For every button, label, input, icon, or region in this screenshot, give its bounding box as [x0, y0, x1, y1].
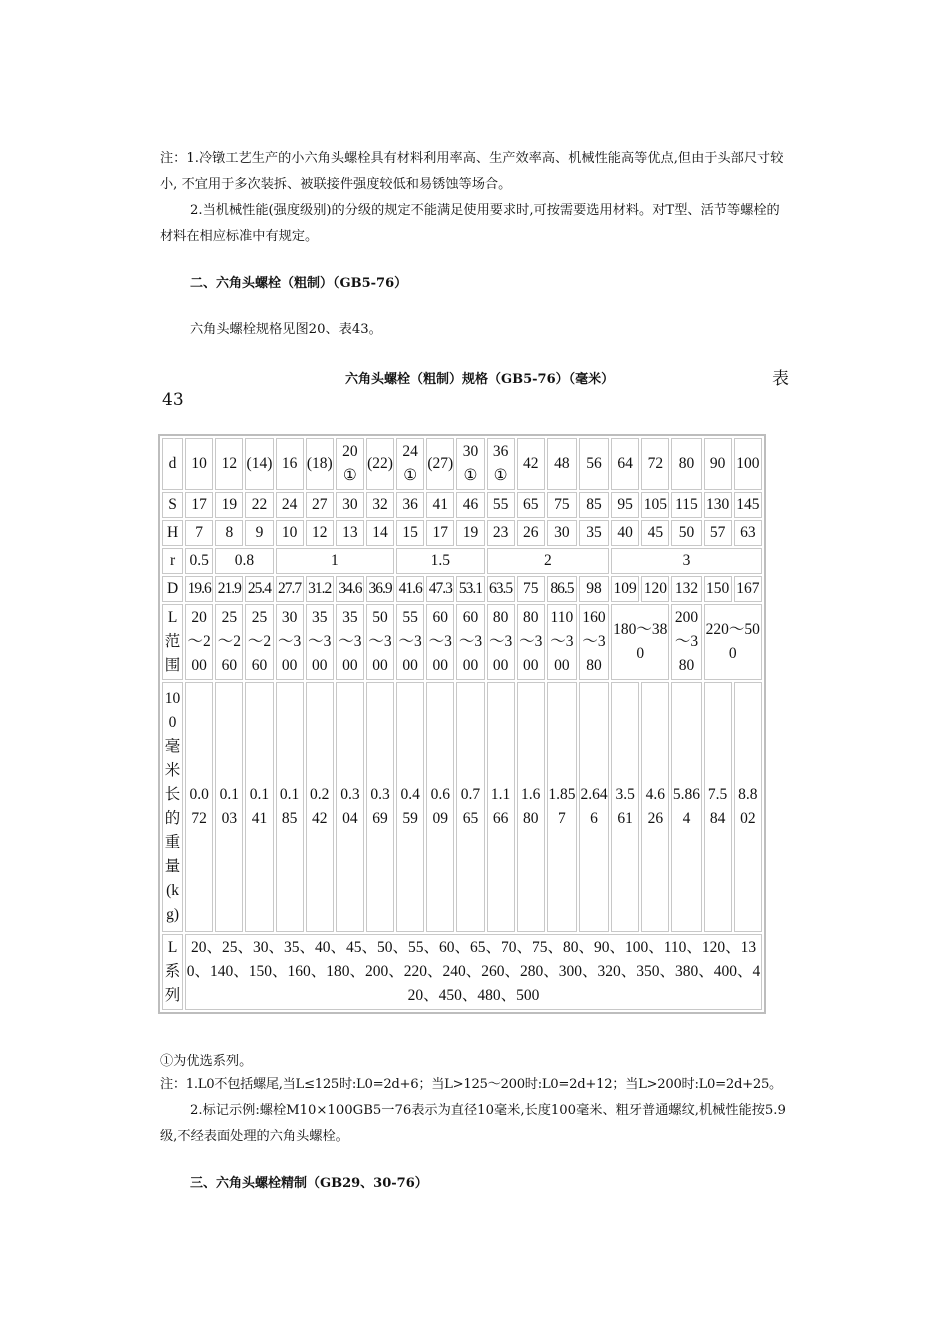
cell: 0.103	[215, 682, 243, 932]
cell: 63.5	[487, 576, 515, 602]
cell: (22)	[366, 438, 394, 490]
cell: 130	[704, 492, 732, 518]
cell: 19	[456, 520, 484, 546]
cell: 24	[276, 492, 304, 518]
cell: 56	[579, 438, 609, 490]
cell: 25.4	[245, 576, 273, 602]
cell: 46	[456, 492, 484, 518]
cell: 115	[671, 492, 701, 518]
row-head: L系列	[162, 934, 183, 1010]
note-b1: 注：1.L0不包括螺尾,当L≤125时:L0=2d+6；当L>125～200时:L0=2d+12；当L>200时:L0=2d+25。	[160, 1077, 782, 1092]
cell: 100	[734, 438, 762, 490]
cell: 19.6	[185, 576, 213, 602]
cell: 72	[641, 438, 669, 490]
cell: 8	[215, 520, 243, 546]
cell: 16	[276, 438, 304, 490]
cell: 14	[366, 520, 394, 546]
spec-table	[158, 434, 766, 1014]
cell: 75	[517, 576, 545, 602]
row-H	[162, 520, 762, 546]
cell: 60～300	[426, 604, 454, 680]
cell: 80	[671, 438, 701, 490]
section-2-intro: 六角头螺栓规格见图20、表43。	[190, 322, 382, 337]
cell: 1.680	[517, 682, 545, 932]
cell: 65	[517, 492, 545, 518]
cell: 57	[704, 520, 732, 546]
cell: 0.609	[426, 682, 454, 932]
cell: 3.561	[611, 682, 639, 932]
row-head: d	[162, 438, 183, 490]
row-D	[162, 576, 762, 602]
cell: 98	[579, 576, 609, 602]
cell: 45	[641, 520, 669, 546]
cell: 25～260	[245, 604, 273, 680]
cell: 40	[611, 520, 639, 546]
cell: 8.802	[734, 682, 762, 932]
cell: 120	[641, 576, 669, 602]
cell: 132	[671, 576, 701, 602]
cell: 0.765	[456, 682, 484, 932]
row-weight	[162, 682, 762, 932]
row-head: r	[162, 548, 183, 574]
cell: 64	[611, 438, 639, 490]
cell: 17	[185, 492, 213, 518]
cell: 13	[336, 520, 364, 546]
cell: 50～300	[366, 604, 394, 680]
cell: 20～200	[185, 604, 213, 680]
cell: 35～300	[336, 604, 364, 680]
note-2: 2.当机械性能(强度级别)的分级的规定不能满足使用要求时,可按需要选用材料。对T型、活节等螺栓的材料在相应标准中有规定。	[160, 203, 780, 244]
cell: 53.1	[456, 576, 484, 602]
cell: 150	[704, 576, 732, 602]
cell: 35～300	[306, 604, 334, 680]
cell: 85	[579, 492, 609, 518]
cell: 0.459	[396, 682, 424, 932]
cell: 0.141	[245, 682, 273, 932]
cell: 160～380	[579, 604, 609, 680]
cell: 1.166	[487, 682, 515, 932]
cell: 24①	[396, 438, 424, 490]
cell: 22	[245, 492, 273, 518]
cell: 20、25、30、35、40、45、50、55、60、65、70、75、80、90、100、110、120、130、140、150、160、180、200、220、240、260、280、300、320、350、380、400、420、450、480、500	[185, 934, 762, 1010]
cell: 80～300	[517, 604, 545, 680]
cell: 50	[671, 520, 701, 546]
cell: 75	[547, 492, 577, 518]
table-label-num: 43	[162, 390, 184, 410]
cell: 26	[517, 520, 545, 546]
cell: 2	[487, 548, 610, 574]
cell: 41	[426, 492, 454, 518]
cell: 12	[215, 438, 243, 490]
cell: (14)	[245, 438, 273, 490]
cell: 3	[611, 548, 762, 574]
cell: 20①	[336, 438, 364, 490]
cell: 0.185	[276, 682, 304, 932]
cell: 4.626	[641, 682, 669, 932]
cell: 0.5	[185, 548, 213, 574]
table-label-char: 表	[772, 369, 789, 389]
cell: 0.369	[366, 682, 394, 932]
cell: 1	[276, 548, 395, 574]
cell: 10	[185, 438, 213, 490]
cell: 109	[611, 576, 639, 602]
cell: 36	[396, 492, 424, 518]
row-head: L范围	[162, 604, 183, 680]
cell: 180～380	[611, 604, 669, 680]
cell: 86.5	[547, 576, 577, 602]
note-1: 注：1.冷镦工艺生产的小六角头螺栓具有材料利用率高、生产效率高、机械性能高等优点,但由于头部尺寸较小, 不宜用于多次装拆、被联接件强度较低和易锈蚀等场合。	[160, 151, 784, 192]
cell: 105	[641, 492, 669, 518]
cell: 55～300	[396, 604, 424, 680]
section-2-heading: 二、六角头螺栓（粗制）（GB5-76）	[190, 276, 408, 291]
cell: 23	[487, 520, 515, 546]
cell: 95	[611, 492, 639, 518]
cell: 30①	[456, 438, 484, 490]
cell: 1.857	[547, 682, 577, 932]
cell: 17	[426, 520, 454, 546]
cell: 36①	[487, 438, 515, 490]
cell: 41.6	[396, 576, 424, 602]
row-d	[162, 438, 762, 490]
cell: 5.864	[671, 682, 701, 932]
cell: 48	[547, 438, 577, 490]
cell: 21.9	[215, 576, 243, 602]
cell: 167	[734, 576, 762, 602]
cell: 47.3	[426, 576, 454, 602]
cell: 2.646	[579, 682, 609, 932]
section-3-heading: 三、六角头螺栓精制（GB29、30-76）	[190, 1176, 428, 1191]
cell: 200～380	[671, 604, 701, 680]
cell: 110～300	[547, 604, 577, 680]
row-head: S	[162, 492, 183, 518]
row-L-range	[162, 604, 762, 680]
cell: 35	[579, 520, 609, 546]
table-caption: 六角头螺栓（粗制）规格（GB5-76）（毫米）	[345, 372, 615, 387]
cell: 32	[366, 492, 394, 518]
cell: (18)	[306, 438, 334, 490]
cell: 63	[734, 520, 762, 546]
cell: 30～300	[276, 604, 304, 680]
row-S	[162, 492, 762, 518]
cell: 0.242	[306, 682, 334, 932]
cell: 55	[487, 492, 515, 518]
cell: 220～500	[704, 604, 762, 680]
preferred-note: ①为优选系列。	[160, 1054, 253, 1069]
cell: 31.2	[306, 576, 334, 602]
cell: 27.7	[276, 576, 304, 602]
cell: 34.6	[336, 576, 364, 602]
cell: (27)	[426, 438, 454, 490]
cell: 12	[306, 520, 334, 546]
cell: 30	[547, 520, 577, 546]
cell: 0.304	[336, 682, 364, 932]
row-head: 100毫米长的重量(kg)	[162, 682, 183, 932]
cell: 7	[185, 520, 213, 546]
note-b2: 2.标记示例:螺栓M10×100GB5一76表示为直径10毫米,长度100毫米、粗牙普通螺纹,机械性能按5.9级,不经表面处理的六角头螺栓。	[160, 1103, 786, 1144]
cell: 36.9	[366, 576, 394, 602]
cell: 10	[276, 520, 304, 546]
row-L-series	[162, 934, 762, 1010]
cell: 1.5	[396, 548, 484, 574]
cell: 15	[396, 520, 424, 546]
cell: 60～300	[456, 604, 484, 680]
cell: 145	[734, 492, 762, 518]
cell: 0.072	[185, 682, 213, 932]
row-head: H	[162, 520, 183, 546]
cell: 27	[306, 492, 334, 518]
row-r	[162, 548, 762, 574]
cell: 9	[245, 520, 273, 546]
cell: 25～260	[215, 604, 243, 680]
cell: 80～300	[487, 604, 515, 680]
cell: 90	[704, 438, 732, 490]
row-head: D	[162, 576, 183, 602]
cell: 7.584	[704, 682, 732, 932]
cell: 42	[517, 438, 545, 490]
cell: 19	[215, 492, 243, 518]
cell: 30	[336, 492, 364, 518]
cell: 0.8	[215, 548, 273, 574]
